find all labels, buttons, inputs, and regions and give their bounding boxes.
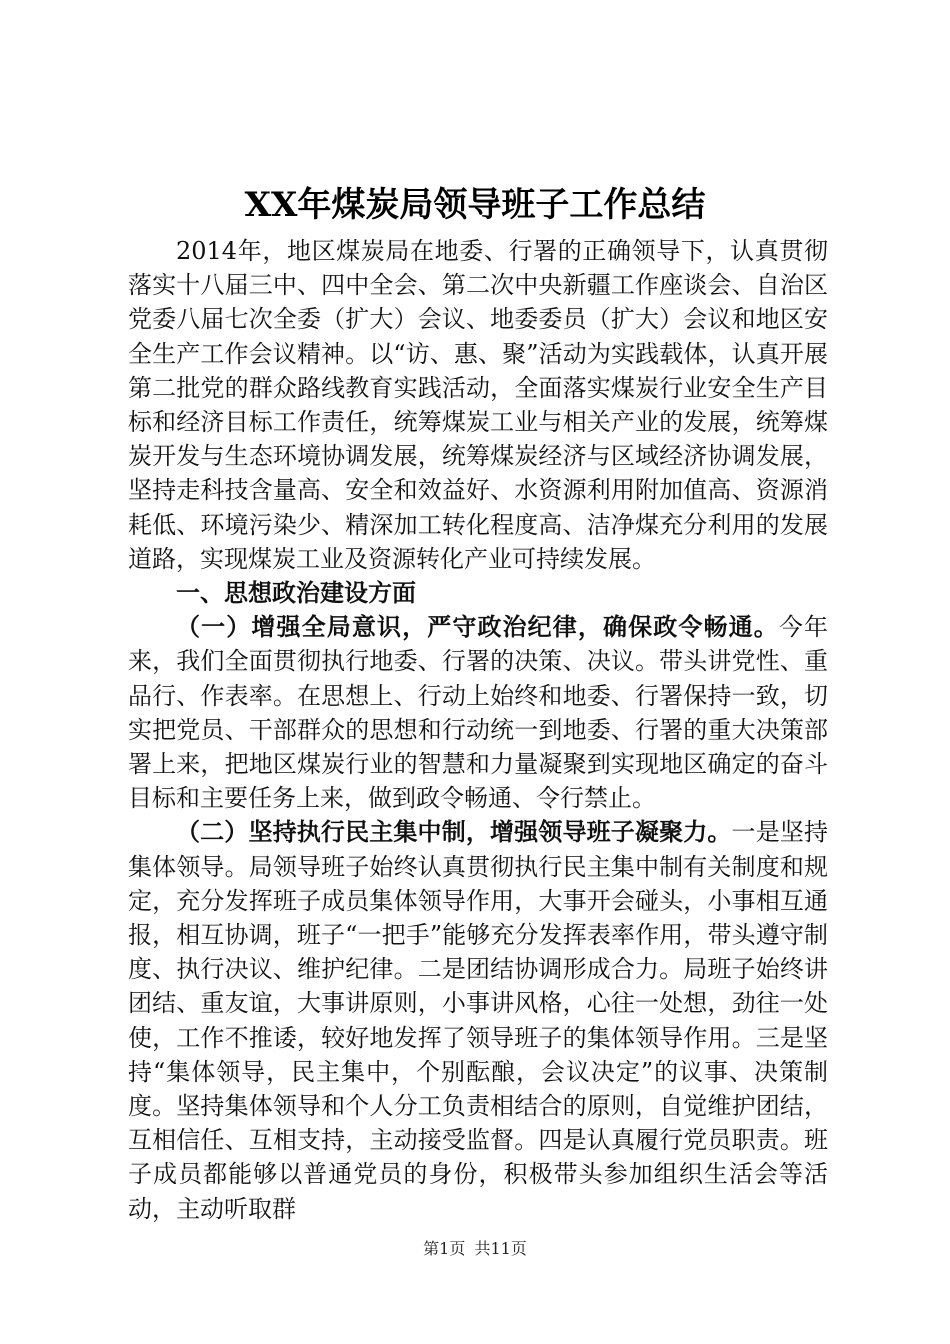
item-paragraph-2 [128,815,828,1225]
intro-paragraph: 2014年，地区煤炭局在地委、行署的正确领导下，认真贯彻落实十八届三中、四中全会、第二次中央新疆工作座谈会、自治区党委八届七次全委（扩大）会议、地委委员（扩大）会议和地区安全生产工作会议精神。以“访、惠、聚”活动为实践载体，认真开展第二批党的群众路线教育实践活动，全面落实煤炭行业安全生产目标和经济目标工作责任，统筹煤炭工业与相关产业的发展，统筹煤炭开发与生态环境协调发展，统筹煤炭经济与区域经济协调发展，坚持走科技含量高、安全和效益好、水资源利用附加值高、资源消耗低、环境污染少、精深加工转化程度高、洁净煤充分利用的发展道路，实现煤炭工业及资源转化产业可持续发展。 [128,237,828,573]
page-footer [0,1236,950,1259]
document-title: XX年煤炭局领导班子工作总结 [244,185,706,225]
document-body [128,234,828,1226]
item-lead-1: （一）增强全局意识，严守政治纪律，确保政令畅通。 [176,612,779,642]
page-total: 共11页 [474,1239,527,1258]
item-lead-2: （二）坚持执行民主集中制，增强领导班子凝聚力。 [176,817,732,847]
section-heading: 一、思想政治建设方面 [176,578,416,608]
item-body-2: 一是坚持集体领导。局领导班子始终认真贯彻执行民主集中制有关制度和规定，充分发挥班子成员集体领导作用，大事开会碰头，小事相互通报，相互协调，班子“一把手”能够充分发挥表率作用，带头遵守制度、执行决议、维护纪律。二是团结协调形成合力。局班子始终讲团结、重友谊，大事讲原则，小事讲风格，心往一处想，劲往一处使，工作不推诿，较好地发挥了领导班子的集体领导作用。三是坚持“集体领导，民主集中，个别酝酿，会议决定”的议事、决策制度。坚持集体领导和个人分工负责相结合的原则，自觉维护团结，互相信任、互相支持，主动接受监督。四是认真履行党员职责。班子成员都能够以普通党员的身份，积极带头参加组织生活会等活动，主动听取群 [128,818,829,1223]
item-paragraph-1 [128,610,828,815]
page-number: 第1页 [423,1239,466,1258]
item-body-1: 今年来，我们全面贯彻执行地委、行署的决策、决议。带头讲党性、重品行、作表率。在思想上、行动上始终和地委、行署保持一致，切实把党员、干部群众的思想和行动统一到地委、行署的重大决策部署上来，把地区煤炭行业的智慧和力量凝聚到实现地区确定的奋斗目标和主要任务上来，做到政令畅通、令行禁止。 [128,613,829,813]
